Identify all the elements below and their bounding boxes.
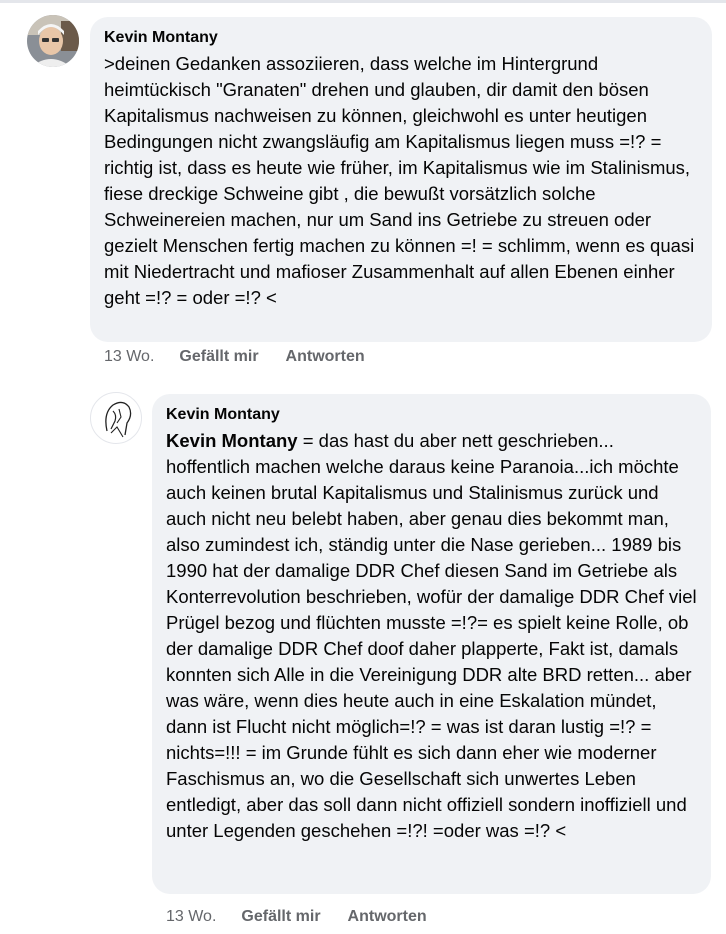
reply-button[interactable]: Antworten — [285, 348, 365, 365]
like-button[interactable]: Gefällt mir — [241, 908, 321, 925]
comment-actions — [104, 348, 392, 366]
like-button[interactable]: Gefällt mir — [179, 348, 259, 365]
comment-timestamp[interactable]: 13 Wo. — [166, 908, 217, 925]
top-divider — [0, 0, 726, 3]
comment-body: = das hast du aber nett geschrieben... hoffentlich machen welche daraus keine Paranoia...ich möchte auch keinen brutal Kapitalismus und Stalinismus zurück und auch nicht neu belebt haben, aber genau dies bekommt man, also zumindest ich, ständig unter die Nase gerieben... 1989 bis 1990 hat der damalige DDR Chef diesen Sand im Getriebe als Konterrevolution beschrieben, wofür der damalige DDR Chef viel Prügel bezog und flüchten musste =!?= es spielt keine Rolle, ob der damalige DDR Chef doof daher plapperte, Fakt ist, damals konnten sich Alle in die Vereinigung DDR alte BRD retten... aber was wäre, wenn dies heute auch in eine Eskalation mündet, dann ist Flucht nicht möglich=!? = was ist daran lustig =!? = nichts=!!! = im Grunde fühlt es sich dann eher wie moderner Faschismus an, wo die Gesellschaft sich unwertes Leben entledigt, aber das soll dann nicht offiziell sondern inoffiziell und unter Legenden geschehen =!?! =oder was =!? < — [166, 430, 697, 841]
reply-button[interactable]: Antworten — [347, 908, 427, 925]
comment-bubble — [152, 394, 711, 894]
comment-text: >deinen Gedanken assoziieren, dass welche im Hintergrund heimtückisch "Granaten" drehen und glauben, dir damit den bösen Kapitalismus nachweisen zu können, gleichwohl es unter heutigen Bedingungen nicht zwangsläufig am Kapitalismus liegen muss =!? = richtig ist, dass es heute wie früher, im Kapitalismus wie im Stalinismus, fiese dreckige Schweine gibt , die bewußt vorsätzlich solche Schweinereien machen, nur um Sand ins Getriebe zu streuen oder gezielt Menschen fertig machen zu können =! = schlimm, wenn es quasi mit Niedertracht und mafioser Zusammenhalt auf allen Ebenen einher geht =!? = oder =!? < — [104, 53, 695, 308]
comment-actions — [166, 908, 454, 926]
profile-photo-avatar-icon[interactable] — [27, 15, 79, 67]
comment-bubble — [90, 17, 712, 342]
mention-link[interactable]: Kevin Montany — [166, 430, 298, 451]
comment-text — [166, 428, 697, 844]
comment-timestamp[interactable]: 13 Wo. — [104, 348, 155, 365]
line-drawing-avatar-icon[interactable] — [90, 392, 142, 444]
comment-author[interactable]: Kevin Montany — [104, 29, 218, 46]
comment-author[interactable]: Kevin Montany — [166, 406, 280, 423]
